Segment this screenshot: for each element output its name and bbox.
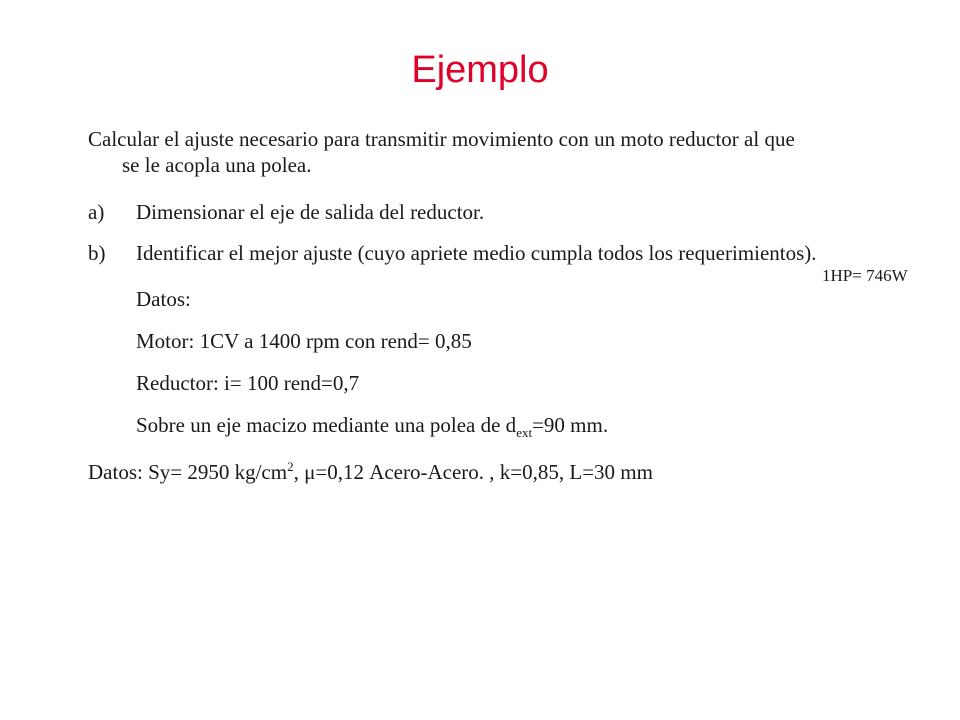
hp-conversion-note: 1HP= 746W <box>822 266 908 285</box>
motor-spec: Motor: 1CV a 1400 rpm con rend= 0,85 <box>136 329 472 353</box>
pulley-spec-subscript: ext <box>516 425 533 441</box>
material-data-rest: , μ=0,12 Acero-Acero. , k=0,85, L=30 mm <box>293 460 653 484</box>
datos-label: Datos: <box>136 287 191 311</box>
material-data-superscript: 2 <box>287 459 294 474</box>
reductor-spec: Reductor: i= 100 rend=0,7 <box>136 371 360 395</box>
list-item-a <box>88 199 484 225</box>
intro-line-2: se le acopla una polea. <box>122 153 312 177</box>
material-data <box>88 459 653 485</box>
list-text-b: Identificar el mejor ajuste (cuyo apriete medio cumpla todos los requerimientos). <box>136 241 817 265</box>
intro-line-1: Calcular el ajuste necesario para transmitir movimiento con un moto reductor al que <box>88 127 795 151</box>
material-data-text: Datos: Sy= 2950 kg/cm <box>88 460 288 484</box>
pulley-spec <box>136 412 609 441</box>
pulley-spec-value: =90 mm. <box>532 413 609 437</box>
list-marker-b: b) <box>88 241 106 265</box>
slide-title: Ejemplo <box>411 49 549 91</box>
intro-paragraph <box>88 126 918 178</box>
list-text-a: Dimensionar el eje de salida del reductor. <box>136 200 485 224</box>
pulley-spec-text: Sobre un eje macizo mediante una polea de d <box>136 413 517 437</box>
list-marker-a: a) <box>88 200 105 224</box>
list-item-b <box>88 240 817 266</box>
